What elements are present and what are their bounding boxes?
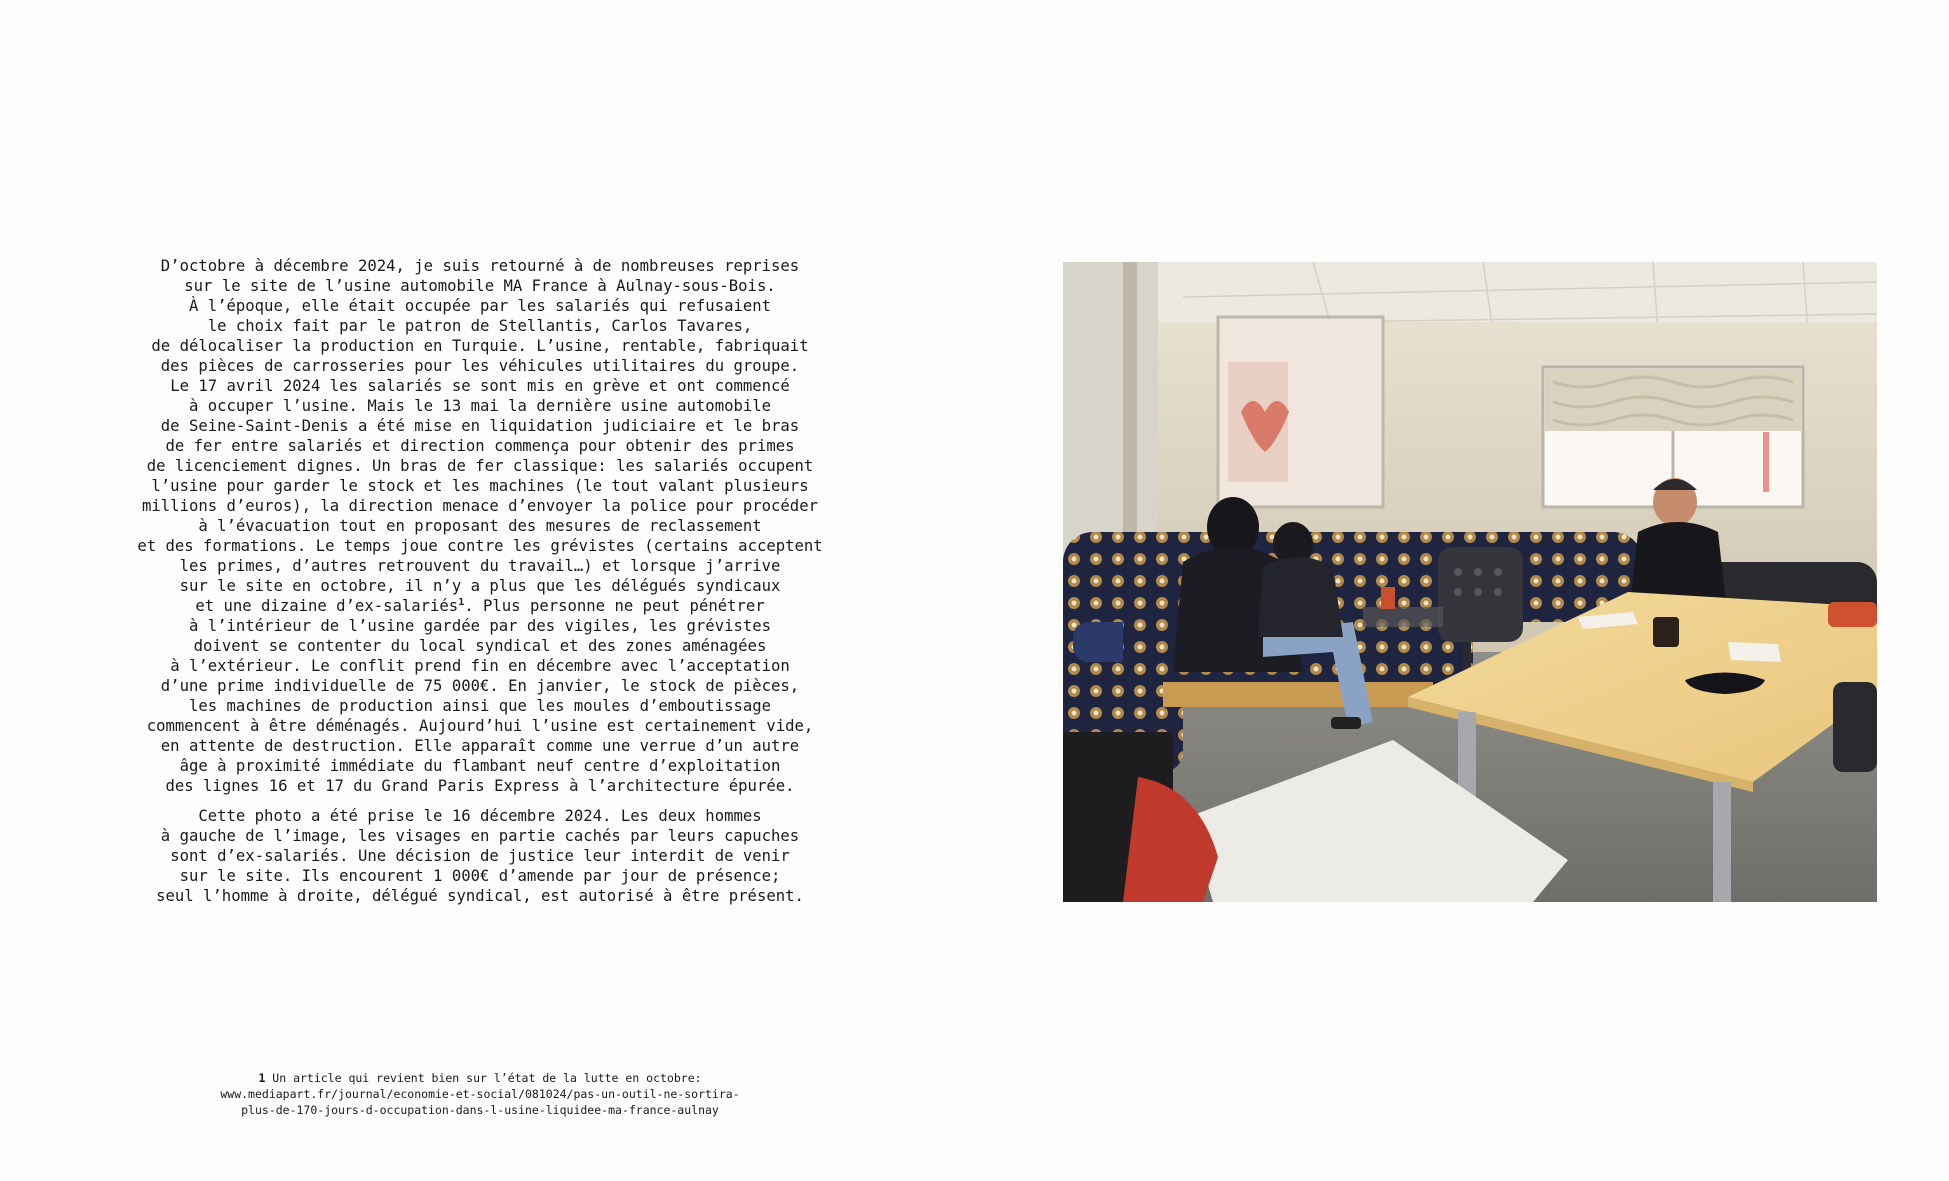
footnote-url-line: www.mediapart.fr/journal/economie-et-social/081024/pas-un-outil-ne-sortira- bbox=[220, 1087, 740, 1101]
body-line: doivent se contenter du local syndical et des zones aménagées bbox=[193, 637, 767, 655]
caption-line: sont d’ex-salariés. Une décision de justice leur interdit de venir bbox=[170, 847, 790, 865]
body-line: en attente de destruction. Elle apparaît comme une verrue d’un autre bbox=[160, 737, 800, 755]
right-chair bbox=[1833, 682, 1877, 772]
body-line: de fer entre salariés et direction commença pour obtenir des primes bbox=[165, 437, 795, 455]
shoe bbox=[1331, 717, 1361, 729]
body-line-part: et une dizaine d’ex-salariés bbox=[195, 597, 459, 615]
body-line: commencent à être déménagés. Aujourd’hui l’usine est certainement vide, bbox=[146, 717, 814, 735]
footnote bbox=[140, 1070, 820, 1118]
body-line: à l’évacuation tout en proposant des mesures de reclassement bbox=[198, 517, 762, 535]
body-line: D’octobre à décembre 2024, je suis retourné à de nombreuses reprises bbox=[160, 257, 800, 275]
footnote-text: Un article qui revient bien sur l’état de la lutte en octobre: bbox=[265, 1071, 702, 1085]
body-line: et des formations. Le temps joue contre les grévistes (certains acceptent bbox=[137, 537, 823, 555]
caption-line: à gauche de l’image, les visages en partie cachés par leurs capuches bbox=[160, 827, 800, 845]
essay-text bbox=[110, 256, 850, 906]
body-line: de Seine-Saint-Denis a été mise en liquidation judiciaire et le bras bbox=[160, 417, 800, 435]
body-line: des pièces de carrosseries pour les véhicules utilitaires du groupe. bbox=[160, 357, 800, 375]
body-line: à occuper l’usine. Mais le 13 mai la dernière usine automobile bbox=[188, 397, 772, 415]
body-line-with-footnote bbox=[110, 596, 850, 616]
table-leg bbox=[1713, 782, 1731, 902]
body-line: les primes, d’autres retrouvent du travail…) et lorsque j’arrive bbox=[179, 557, 781, 575]
body-line: À l’époque, elle était occupée par les salariés qui refusaient bbox=[188, 297, 772, 315]
body-line: Le 17 avril 2024 les salariés se sont mis en grève et ont commencé bbox=[170, 377, 790, 395]
body-line: à l’extérieur. Le conflit prend fin en décembre avec l’acceptation bbox=[170, 657, 790, 675]
body-line: l’usine pour garder le stock et les machines (le tout valant plusieurs bbox=[151, 477, 809, 495]
second-man-body bbox=[1258, 557, 1343, 637]
body-line: les machines de production ainsi que les moules d’emboutissage bbox=[188, 697, 772, 715]
sofa-wood-base bbox=[1163, 682, 1433, 707]
orange-cushion bbox=[1828, 602, 1877, 627]
body-line: âge à proximité immédiate du flambant neuf centre d’exploitation bbox=[179, 757, 781, 775]
body-line: millions d’euros), la direction menace d’envoyer la police pour procéder bbox=[142, 497, 818, 515]
body-line-part: . Plus personne ne peut pénétrer bbox=[464, 597, 765, 615]
red-cup bbox=[1381, 587, 1395, 609]
footnote-line bbox=[140, 1070, 820, 1086]
caption-line: seul l’homme à droite, délégué syndical, est autorisé à être présent. bbox=[156, 887, 804, 905]
caption-line: sur le site. Ils encourent 1 000€ d’amende par jour de présence; bbox=[179, 867, 781, 885]
coffee-table bbox=[1363, 607, 1443, 627]
union-room-photo bbox=[1063, 262, 1877, 902]
body-line: d’une prime individuelle de 75 000€. En janvier, le stock de pièces, bbox=[160, 677, 800, 695]
paper-sheet bbox=[1728, 642, 1781, 662]
body-line: sur le site en octobre, il n’y a plus que les délégués syndicaux bbox=[179, 577, 781, 595]
body-line: de délocaliser la production en Turquie. L’usine, rentable, fabriquait bbox=[151, 337, 809, 355]
body-line: à l’intérieur de l’usine gardée par des vigiles, les grévistes bbox=[188, 617, 772, 635]
body-line: de licenciement dignes. Un bras de fer classique: les salariés occupent bbox=[146, 457, 814, 475]
body-line: des lignes 16 et 17 du Grand Paris Express à l’architecture épurée. bbox=[165, 777, 795, 795]
footnote-number: 1 bbox=[258, 1071, 266, 1085]
body-line: le choix fait par le patron de Stellantis, Carlos Tavares, bbox=[207, 317, 753, 335]
paragraph-gap bbox=[110, 796, 850, 806]
footnote-url-line: plus-de-170-jours-d-occupation-dans-l-usine-liquidee-ma-france-aulnay bbox=[241, 1103, 719, 1117]
red-mark bbox=[1763, 432, 1769, 492]
mug bbox=[1653, 617, 1679, 647]
photo-illustration bbox=[1063, 262, 1877, 902]
body-line: sur le site de l’usine automobile MA France à Aulnay-sous-Bois. bbox=[184, 277, 776, 295]
caption-line: Cette photo a été prise le 16 décembre 2024. Les deux hommes bbox=[198, 807, 762, 825]
footnote-marker: 1 bbox=[458, 596, 465, 608]
